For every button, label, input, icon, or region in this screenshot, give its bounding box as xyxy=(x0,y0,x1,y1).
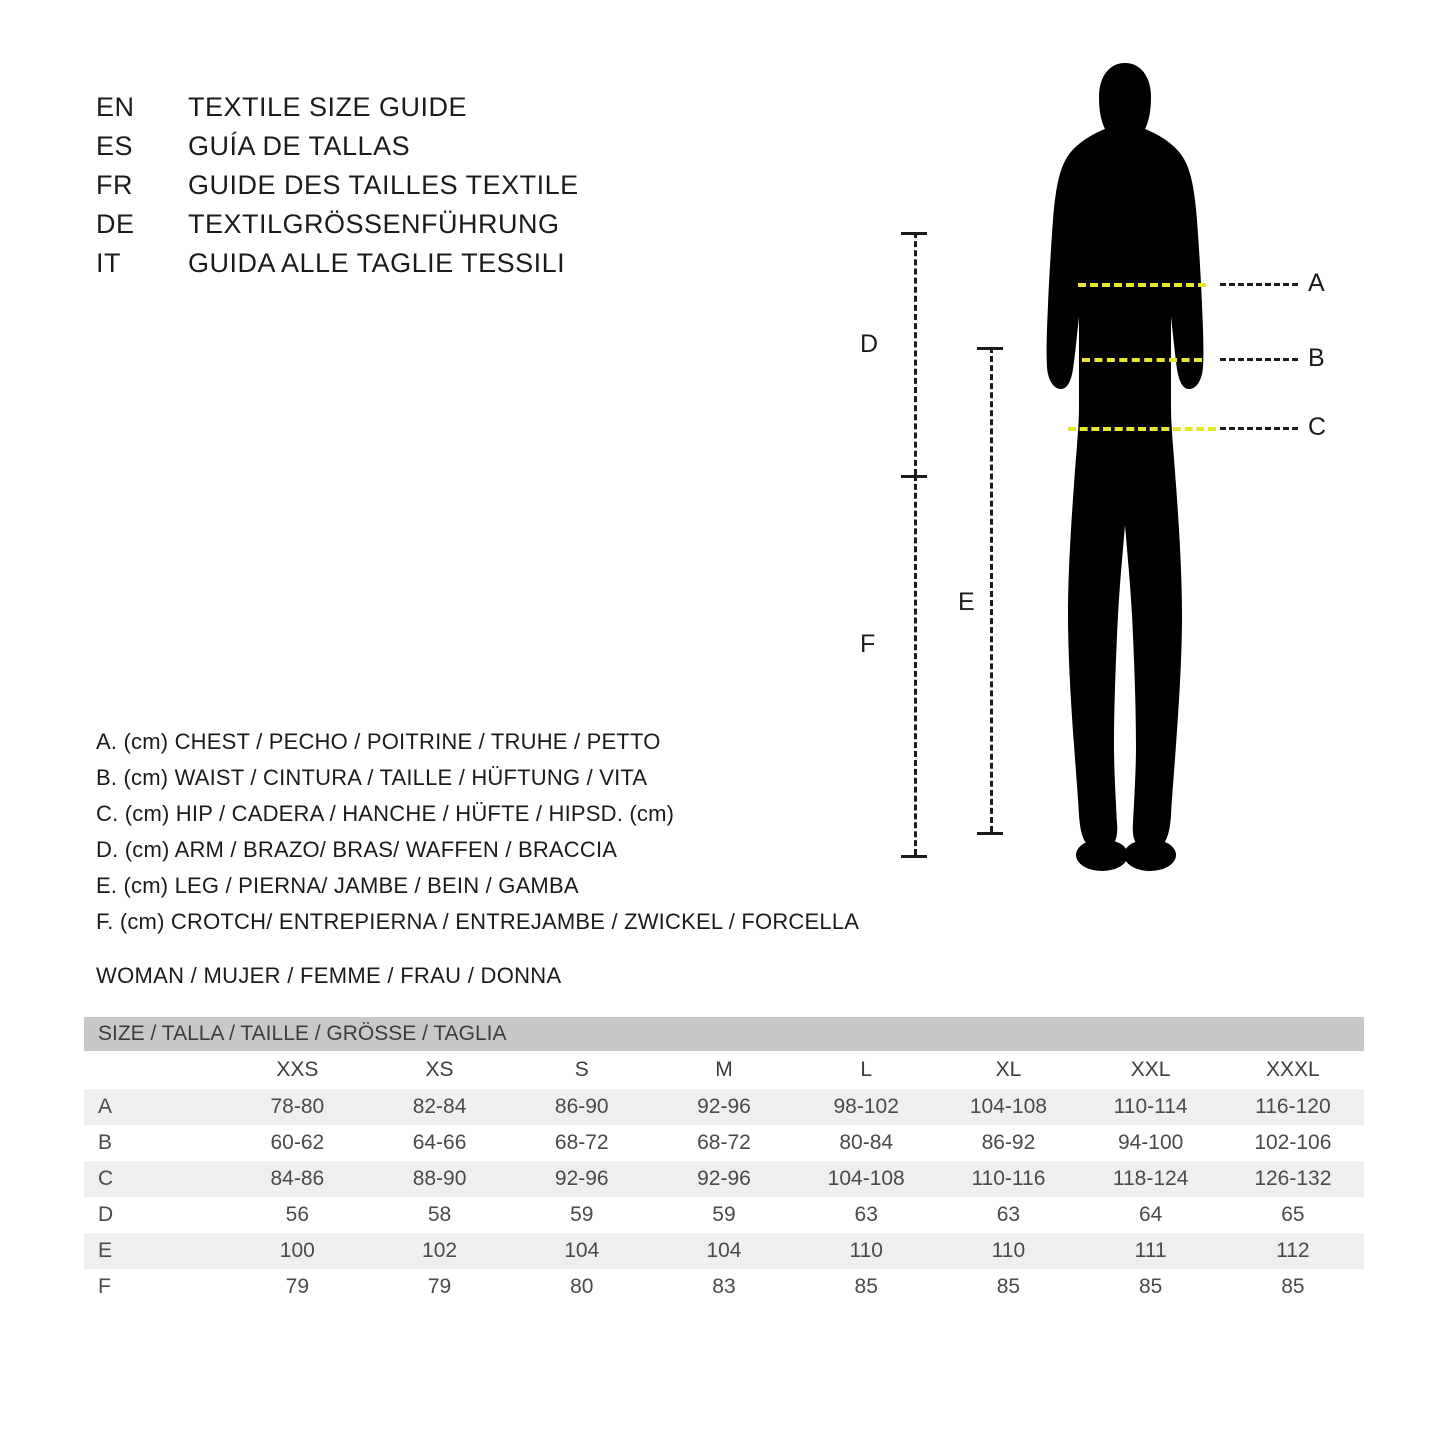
table-header-s: S xyxy=(511,1051,653,1089)
title-text-de: TEXTILGRÖSSENFÜHRUNG xyxy=(188,209,560,239)
cell-a-l: 98-102 xyxy=(795,1089,937,1125)
cell-e-m: 104 xyxy=(653,1233,795,1269)
cell-e-xxxl: 112 xyxy=(1222,1233,1364,1269)
cell-a-xxxl: 116-120 xyxy=(1222,1089,1364,1125)
title-row xyxy=(96,131,579,170)
cell-e-xxl: 111 xyxy=(1080,1233,1222,1269)
table-row xyxy=(84,1233,1364,1269)
table-band-label: SIZE / TALLA / TAILLE / GRÖSSE / TAGLIA xyxy=(84,1017,1364,1051)
cell-c-m: 92-96 xyxy=(653,1161,795,1197)
cell-a-xxl: 110-114 xyxy=(1080,1089,1222,1125)
table-band-row xyxy=(84,1017,1364,1051)
cell-e-xl: 110 xyxy=(937,1233,1079,1269)
chest-leader-line xyxy=(1220,283,1298,286)
cell-d-m: 59 xyxy=(653,1197,795,1233)
cell-c-xxs: 84-86 xyxy=(226,1161,368,1197)
cell-f-xxl: 85 xyxy=(1080,1269,1222,1305)
cell-b-s: 68-72 xyxy=(511,1125,653,1161)
title-row xyxy=(96,170,579,209)
cell-a-xl: 104-108 xyxy=(937,1089,1079,1125)
measurement-diagram xyxy=(820,55,1380,915)
cell-d-xxxl: 65 xyxy=(1222,1197,1364,1233)
legend-item-b: B. (cm) WAIST / CINTURA / TAILLE / HÜFTUNG / VITA xyxy=(96,765,648,790)
chest-measure-line xyxy=(1078,283,1206,287)
arm-span-line xyxy=(914,232,917,475)
cell-c-l: 104-108 xyxy=(795,1161,937,1197)
cell-f-xl: 85 xyxy=(937,1269,1079,1305)
title-block xyxy=(96,92,579,287)
table-header-l: L xyxy=(795,1051,937,1089)
table-header-m: M xyxy=(653,1051,795,1089)
title-lang-it: IT xyxy=(96,248,121,278)
cell-a-xs: 82-84 xyxy=(368,1089,510,1125)
waist-measure-line xyxy=(1082,358,1202,362)
cell-d-s: 59 xyxy=(511,1197,653,1233)
title-lang-fr: FR xyxy=(96,170,133,200)
cell-b-xs: 64-66 xyxy=(368,1125,510,1161)
row-label-c: C xyxy=(84,1161,226,1197)
cell-c-xl: 110-116 xyxy=(937,1161,1079,1197)
crotch-span-bottom-cap xyxy=(901,855,927,858)
table-row xyxy=(84,1161,1364,1197)
cell-d-l: 63 xyxy=(795,1197,937,1233)
legend-item-f: F. (cm) CROTCH/ ENTREPIERNA / ENTREJAMBE / ZWICKEL / FORCELLA xyxy=(96,909,860,934)
cell-f-xxxl: 85 xyxy=(1222,1269,1364,1305)
row-label-a: A xyxy=(84,1089,226,1125)
table-header-xs: XS xyxy=(368,1051,510,1089)
cell-d-xl: 63 xyxy=(937,1197,1079,1233)
title-text-en: TEXTILE SIZE GUIDE xyxy=(188,92,468,122)
title-lang-de: DE xyxy=(96,209,135,239)
cell-b-xxs: 60-62 xyxy=(226,1125,368,1161)
table-row xyxy=(84,1089,1364,1125)
cell-f-xxs: 79 xyxy=(226,1269,368,1305)
legend-list xyxy=(96,724,859,940)
title-text-es: GUÍA DE TALLAS xyxy=(188,131,411,161)
table-header-xxs: XXS xyxy=(226,1051,368,1089)
legend-item-d: D. (cm) ARM / BRAZO/ BRAS/ WAFFEN / BRACCIA xyxy=(96,837,618,862)
marker-label-d: D xyxy=(860,330,879,358)
title-row xyxy=(96,92,579,131)
cell-d-xxs: 56 xyxy=(226,1197,368,1233)
cell-f-l: 85 xyxy=(795,1269,937,1305)
cell-f-s: 80 xyxy=(511,1269,653,1305)
table-header-row xyxy=(84,1051,1364,1089)
title-text-fr: GUIDE DES TAILLES TEXTILE xyxy=(188,170,579,200)
cell-f-xs: 79 xyxy=(368,1269,510,1305)
table-header-xxl: XXL xyxy=(1080,1051,1222,1089)
cell-e-l: 110 xyxy=(795,1233,937,1269)
cell-a-s: 86-90 xyxy=(511,1089,653,1125)
cell-c-xxxl: 126-132 xyxy=(1222,1161,1364,1197)
size-table-wrapper xyxy=(84,1017,1364,1305)
leg-span-line xyxy=(990,347,993,832)
female-silhouette xyxy=(1010,55,1240,885)
row-label-e: E xyxy=(84,1233,226,1269)
title-text-it: GUIDA ALLE TAGLIE TESSILI xyxy=(188,248,566,278)
title-lang-es: ES xyxy=(96,131,134,161)
row-label-f: F xyxy=(84,1269,226,1305)
marker-label-c: C xyxy=(1308,413,1327,441)
marker-label-b: B xyxy=(1308,344,1325,372)
cell-a-xxs: 78-80 xyxy=(226,1089,368,1125)
cell-a-m: 92-96 xyxy=(653,1089,795,1125)
table-corner-cell xyxy=(84,1051,226,1089)
cell-d-xxl: 64 xyxy=(1080,1197,1222,1233)
crotch-span-line xyxy=(914,475,917,855)
marker-label-f: F xyxy=(860,630,876,658)
legend-item-c: C. (cm) HIP / CADERA / HANCHE / HÜFTE / HIPSD. (cm) xyxy=(96,801,675,826)
cell-c-s: 92-96 xyxy=(511,1161,653,1197)
gender-label: WOMAN / MUJER / FEMME / FRAU / DONNA xyxy=(96,963,562,988)
table-row xyxy=(84,1269,1364,1305)
title-lang-en: EN xyxy=(96,92,135,122)
marker-label-e: E xyxy=(958,588,975,616)
row-label-b: B xyxy=(84,1125,226,1161)
cell-b-m: 68-72 xyxy=(653,1125,795,1161)
cell-e-xxs: 100 xyxy=(226,1233,368,1269)
table-row xyxy=(84,1125,1364,1161)
marker-label-a: A xyxy=(1308,269,1325,297)
hip-leader-line xyxy=(1220,427,1298,430)
table-header-xl: XL xyxy=(937,1051,1079,1089)
row-label-d: D xyxy=(84,1197,226,1233)
title-row xyxy=(96,209,579,248)
legend-item-e: E. (cm) LEG / PIERNA/ JAMBE / BEIN / GAMBA xyxy=(96,873,579,898)
cell-d-xs: 58 xyxy=(368,1197,510,1233)
table-header-xxxl: XXXL xyxy=(1222,1051,1364,1089)
cell-b-l: 80-84 xyxy=(795,1125,937,1161)
size-table xyxy=(84,1017,1364,1305)
waist-leader-line xyxy=(1220,358,1298,361)
cell-b-xxxl: 102-106 xyxy=(1222,1125,1364,1161)
cell-f-m: 83 xyxy=(653,1269,795,1305)
table-row xyxy=(84,1197,1364,1233)
cell-b-xl: 86-92 xyxy=(937,1125,1079,1161)
leg-span-bottom-cap xyxy=(977,832,1003,835)
cell-c-xxl: 118-124 xyxy=(1080,1161,1222,1197)
title-row xyxy=(96,248,579,287)
cell-b-xxl: 94-100 xyxy=(1080,1125,1222,1161)
cell-e-s: 104 xyxy=(511,1233,653,1269)
hip-measure-line xyxy=(1068,427,1216,431)
cell-e-xs: 102 xyxy=(368,1233,510,1269)
cell-c-xs: 88-90 xyxy=(368,1161,510,1197)
legend-item-a: A. (cm) CHEST / PECHO / POITRINE / TRUHE / PETTO xyxy=(96,729,661,754)
